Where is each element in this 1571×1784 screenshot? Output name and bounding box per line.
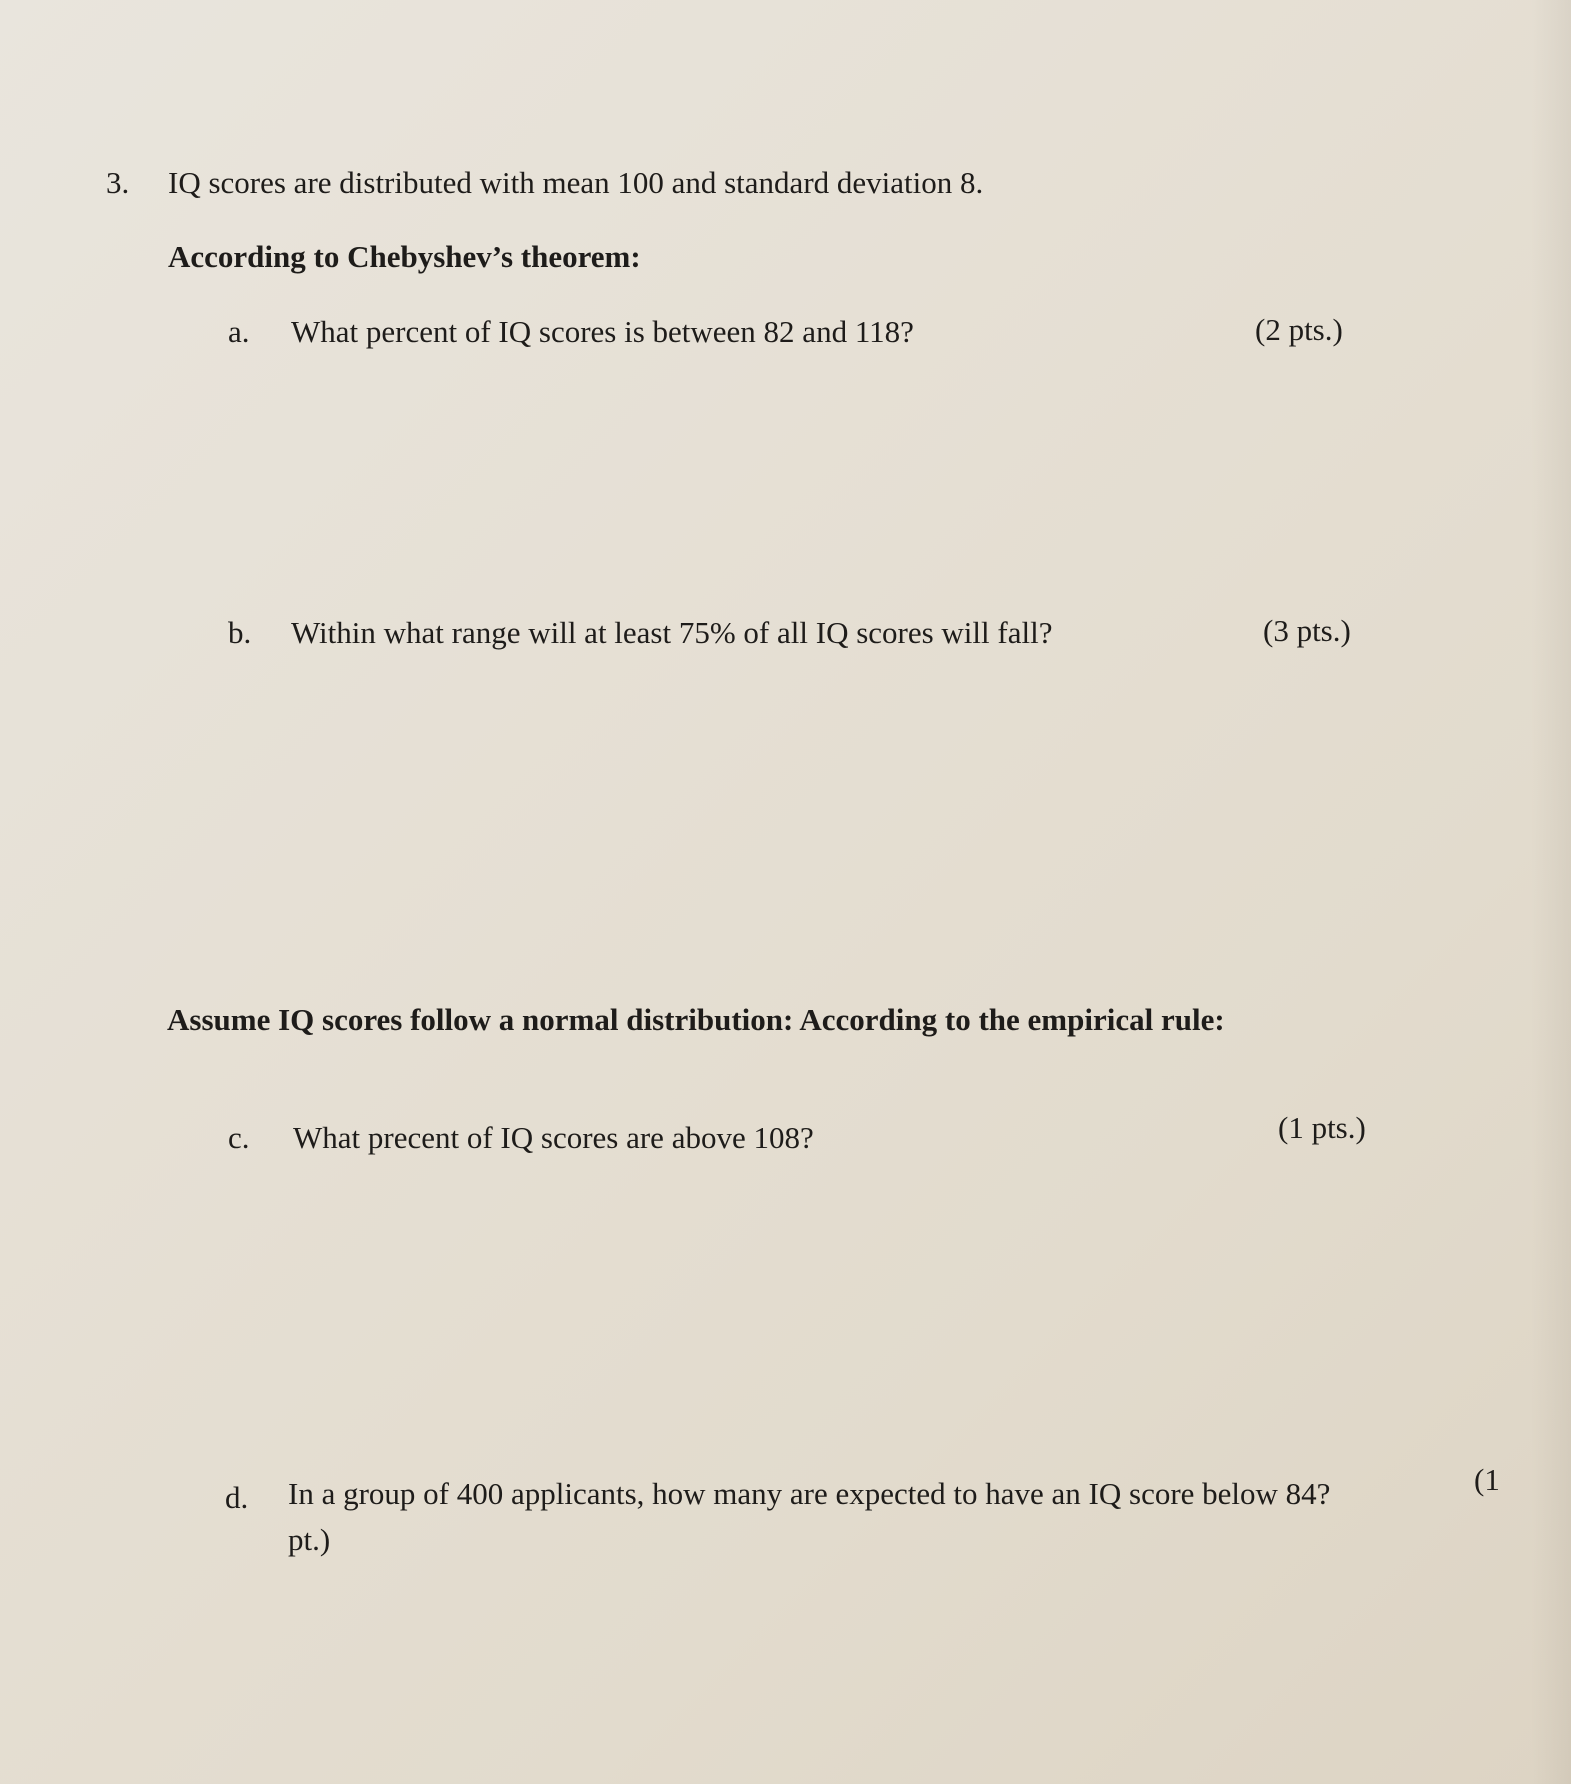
problem-statement: IQ scores are distributed with mean 100 and standard deviation 8. bbox=[168, 165, 984, 200]
question-letter: c. bbox=[228, 1120, 250, 1155]
question-letter: a. bbox=[228, 314, 250, 349]
question-text: What percent of IQ scores is between 82 and 118? bbox=[291, 314, 914, 349]
page-edge-shadow bbox=[1531, 0, 1571, 1784]
question-points: (1 pts.) bbox=[1278, 1110, 1366, 1145]
question-points: (1 bbox=[1474, 1462, 1500, 1497]
question-points: (3 pts.) bbox=[1263, 613, 1351, 648]
problem-number: 3. bbox=[106, 165, 130, 200]
section-heading-empirical-rule: Assume IQ scores follow a normal distribution: According to the empirical rule: bbox=[167, 1002, 1225, 1037]
question-text: Within what range will at least 75% of all IQ scores will fall? bbox=[291, 615, 1053, 650]
question-points-continued: pt.) bbox=[288, 1522, 331, 1557]
question-text: What precent of IQ scores are above 108? bbox=[293, 1120, 814, 1155]
section-heading-chebyshev: According to Chebyshev’s theorem: bbox=[168, 239, 641, 274]
question-letter: b. bbox=[228, 615, 252, 650]
question-text: In a group of 400 applicants, how many are expected to have an IQ score below 84? bbox=[288, 1476, 1331, 1511]
question-letter: d. bbox=[225, 1480, 249, 1515]
question-points: (2 pts.) bbox=[1255, 312, 1343, 347]
